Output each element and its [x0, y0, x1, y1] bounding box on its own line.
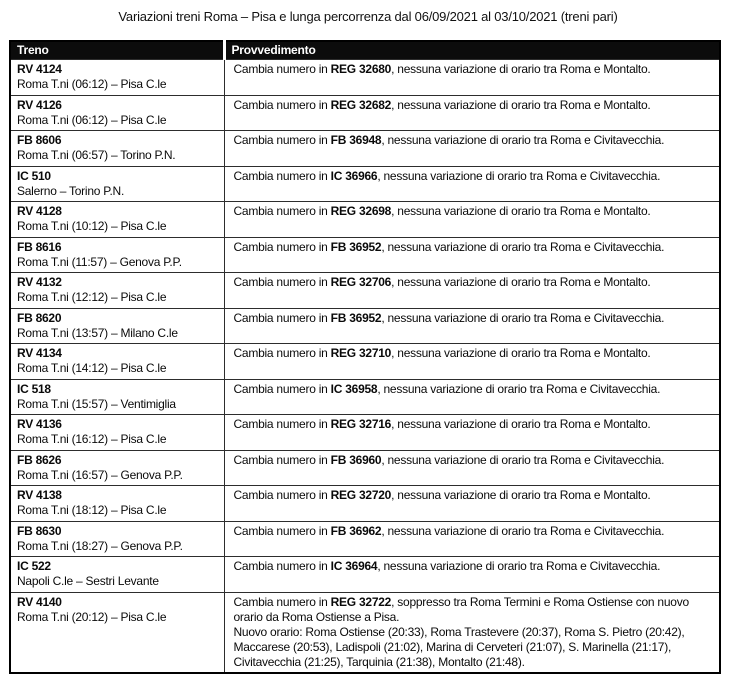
- train-cell: [10, 557, 224, 593]
- train-cell: [10, 308, 224, 344]
- train-code: RV 4124: [17, 62, 62, 76]
- provvedimento-text: Cambia numero in REG 32722, soppresso tra Roma Termini e Roma Ostiense con nuovo orario da Roma Ostiense a Pisa.: [233, 594, 689, 624]
- table-header: [10, 41, 720, 60]
- train-route: Napoli C.le – Sestri Levante: [17, 574, 159, 588]
- table-row: [10, 344, 720, 380]
- train-route: Roma T.ni (18:12) – Pisa C.le: [17, 503, 167, 517]
- provvedimento-text: Cambia numero in REG 32698, nessuna variazione di orario tra Roma e Montalto.: [233, 204, 651, 218]
- provvedimento-cell: [224, 450, 720, 486]
- provvedimento-text: Cambia numero in FB 36948, nessuna variazione di orario tra Roma e Civitavecchia.: [233, 133, 665, 147]
- table-row: [10, 202, 720, 238]
- table-row: [10, 415, 720, 451]
- train-cell: [10, 237, 224, 273]
- train-route: Roma T.ni (06:12) – Pisa C.le: [17, 77, 167, 91]
- table-row: [10, 237, 720, 273]
- new-train-number: REG 32698: [330, 204, 392, 218]
- train-route: Roma T.ni (10:12) – Pisa C.le: [17, 219, 167, 233]
- train-route: Roma T.ni (20:12) – Pisa C.le: [17, 609, 167, 624]
- provvedimento-cell: [224, 273, 720, 309]
- train-code: RV 4140: [17, 594, 62, 609]
- provvedimento-text: Cambia numero in REG 32710, nessuna variazione di orario tra Roma e Montalto.: [233, 346, 651, 360]
- train-cell: [10, 379, 224, 415]
- table-row: [10, 60, 720, 96]
- provvedimento-cell: [224, 521, 720, 557]
- provvedimento-cell: [224, 379, 720, 415]
- provvedimento-text: Cambia numero in FB 36962, nessuna variazione di orario tra Roma e Civitavecchia.: [233, 523, 665, 538]
- column-header-provvedimento: Provvedimento: [224, 41, 720, 60]
- train-route: Roma T.ni (13:57) – Milano C.le: [17, 325, 178, 340]
- provvedimento-cell: [224, 131, 720, 167]
- train-route: Roma T.ni (16:57) – Genova P.P.: [17, 467, 183, 482]
- new-train-number: REG 32706: [330, 275, 392, 289]
- provvedimento-text: Cambia numero in IC 36964, nessuna variazione di orario tra Roma e Civitavecchia.: [233, 559, 661, 573]
- new-train-number: FB 36948: [330, 133, 382, 147]
- provvedimento-cell: [224, 592, 720, 673]
- train-route: Roma T.ni (16:12) – Pisa C.le: [17, 432, 167, 446]
- new-train-number: FB 36952: [330, 239, 382, 254]
- provvedimento-cell: [224, 95, 720, 131]
- train-route: Roma T.ni (18:27) – Genova P.P.: [17, 538, 183, 553]
- table-body: [10, 60, 720, 674]
- table-row: [10, 486, 720, 522]
- train-code: RV 4126: [17, 97, 62, 112]
- provvedimento-text: Cambia numero in IC 36958, nessuna variazione di orario tra Roma e Civitavecchia.: [233, 381, 661, 396]
- train-code: IC 522: [17, 559, 51, 573]
- new-train-number: REG 32680: [330, 62, 392, 76]
- provvedimento-text: Cambia numero in FB 36952, nessuna variazione di orario tra Roma e Civitavecchia.: [233, 310, 665, 325]
- train-code: FB 8630: [17, 523, 62, 538]
- train-code: FB 8620: [17, 310, 62, 325]
- new-train-number: REG 32682: [330, 97, 392, 112]
- train-cell: [10, 450, 224, 486]
- train-cell: [10, 415, 224, 451]
- new-train-number: FB 36960: [330, 452, 382, 467]
- provvedimento-text: Cambia numero in REG 32680, nessuna variazione di orario tra Roma e Montalto.: [233, 62, 651, 76]
- table-row: [10, 521, 720, 557]
- train-cell: [10, 60, 224, 96]
- train-route: Roma T.ni (11:57) – Genova P.P.: [17, 254, 182, 269]
- new-train-number: IC 36964: [330, 559, 378, 573]
- train-route: Roma T.ni (06:57) – Torino P.N.: [17, 148, 176, 162]
- provvedimento-text: Cambia numero in FB 36952, nessuna variazione di orario tra Roma e Civitavecchia.: [233, 239, 665, 254]
- train-cell: [10, 486, 224, 522]
- provvedimento-text: Cambia numero in REG 32720, nessuna variazione di orario tra Roma e Montalto.: [233, 488, 651, 502]
- provvedimento-text: Cambia numero in REG 32706, nessuna variazione di orario tra Roma e Montalto.: [233, 275, 651, 289]
- train-code: FB 8606: [17, 133, 62, 147]
- train-code: IC 510: [17, 168, 51, 183]
- table-row: [10, 273, 720, 309]
- provvedimento-cell: [224, 202, 720, 238]
- new-train-number: FB 36962: [330, 523, 382, 538]
- new-train-number: IC 36966: [330, 168, 378, 183]
- table-row: [10, 95, 720, 131]
- train-route: Roma T.ni (06:12) – Pisa C.le: [17, 112, 167, 127]
- new-train-number: REG 32716: [330, 417, 392, 431]
- table-row: [10, 379, 720, 415]
- train-code: RV 4138: [17, 488, 62, 502]
- train-route: Roma T.ni (15:57) – Ventimiglia: [17, 396, 176, 411]
- table-row: [10, 450, 720, 486]
- provvedimento-cell: [224, 237, 720, 273]
- train-code: FB 8616: [17, 239, 62, 254]
- train-code: RV 4134: [17, 346, 62, 360]
- provvedimento-cell: [224, 344, 720, 380]
- table-row: [10, 592, 720, 673]
- provvedimento-cell: [224, 557, 720, 593]
- column-header-treno: Treno: [10, 41, 224, 60]
- provvedimento-cell: [224, 166, 720, 202]
- train-code: FB 8626: [17, 452, 62, 467]
- provvedimento-cell: [224, 486, 720, 522]
- provvedimento-text: Cambia numero in REG 32682, nessuna variazione di orario tra Roma e Montalto.: [233, 97, 651, 112]
- train-cell: [10, 521, 224, 557]
- provvedimento-cell: [224, 308, 720, 344]
- train-cell: [10, 202, 224, 238]
- new-train-number: REG 32710: [330, 346, 392, 360]
- new-train-number: IC 36958: [330, 381, 378, 396]
- train-code: IC 518: [17, 381, 51, 396]
- new-train-number: REG 32720: [330, 488, 392, 502]
- provvedimento-text: Cambia numero in REG 32716, nessuna variazione di orario tra Roma e Montalto.: [233, 417, 651, 431]
- table-row: [10, 557, 720, 593]
- provvedimento-text: Cambia numero in FB 36960, nessuna variazione di orario tra Roma e Civitavecchia.: [233, 452, 665, 467]
- page-title: Variazioni treni Roma – Pisa e lunga percorrenza dal 06/09/2021 al 03/10/2021 (treni pari): [118, 9, 618, 24]
- train-cell: [10, 273, 224, 309]
- train-code: RV 4136: [17, 417, 62, 431]
- train-cell: [10, 166, 224, 202]
- provvedimento-cell: [224, 415, 720, 451]
- provvedimento-cell: [224, 60, 720, 96]
- train-route: Salerno – Torino P.N.: [17, 183, 125, 198]
- table-row: [10, 166, 720, 202]
- new-train-number: REG 32722: [330, 594, 392, 609]
- train-code: RV 4128: [17, 204, 62, 218]
- train-route: Roma T.ni (12:12) – Pisa C.le: [17, 290, 167, 304]
- train-cell: [10, 131, 224, 167]
- train-variations-table: [9, 40, 721, 674]
- train-code: RV 4132: [17, 275, 62, 289]
- train-cell: [10, 592, 224, 673]
- train-cell: [10, 95, 224, 131]
- provvedimento-text: Cambia numero in IC 36966, nessuna variazione di orario tra Roma e Civitavecchia.: [233, 168, 661, 183]
- train-cell: [10, 344, 224, 380]
- new-train-number: FB 36952: [330, 310, 382, 325]
- provvedimento-extra-text: Nuovo orario: Roma Ostiense (20:33), Roma Trastevere (20:37), Roma S. Pietro (20:42), Maccarese (20:53), Ladispoli (21:02), Marina di Cerveteri (21:07), S. Marinella (21:17), Civitavecchia (21:25), Tarquinia (21:38), Montalto (21:48).: [233, 624, 685, 669]
- train-route: Roma T.ni (14:12) – Pisa C.le: [17, 361, 167, 375]
- table-row: [10, 308, 720, 344]
- table-row: [10, 131, 720, 167]
